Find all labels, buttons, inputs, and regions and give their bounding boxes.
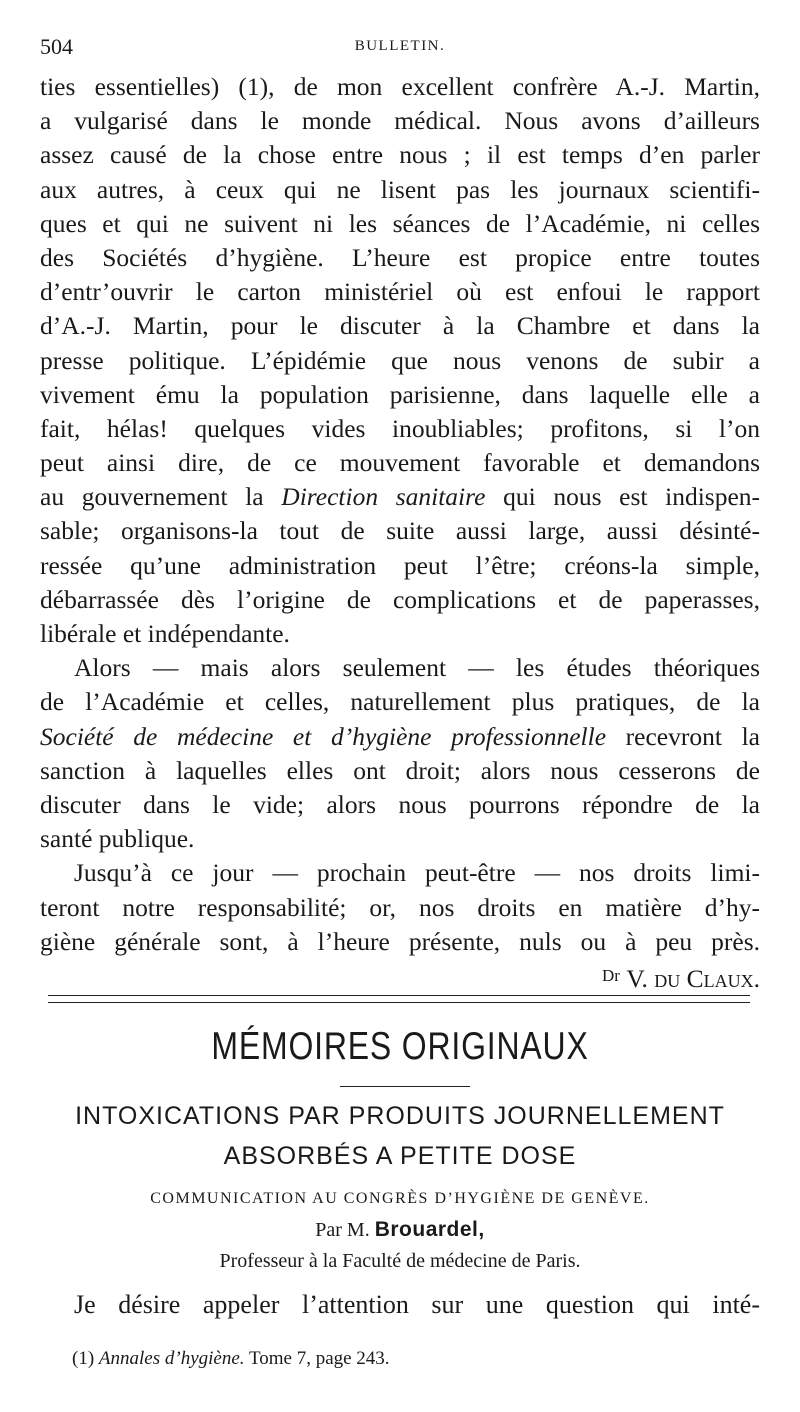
line-end: qui nous est indispen-: [503, 482, 760, 512]
footnote-source: Annales d’hygiène.: [98, 1348, 245, 1369]
line-start: au gouvernement la: [40, 482, 264, 512]
signature: [40, 959, 760, 993]
text-line: santé publique.: [40, 824, 195, 854]
footnote: [72, 1348, 390, 1370]
text-line: libérale et indépendante.: [40, 619, 290, 648]
signature-prefix: Dr: [602, 965, 620, 985]
footnote-detail: Tome 7, page 243.: [248, 1348, 390, 1369]
body-text: [40, 70, 760, 993]
page-header: [40, 34, 760, 58]
text-line: discuter dans le vide; alors nous pourrons répondre de la: [40, 789, 760, 819]
text-line: sanction à laquelles elles ont droit; alors nous cesserons de: [40, 755, 760, 785]
page-number: 504: [40, 34, 73, 59]
text-line: aux autres, à ceux qui ne lisent pas les journaux scientifi-: [40, 174, 760, 204]
text-line: sable; organisons-la tout de suite aussi large, aussi désinté-: [40, 516, 760, 546]
text-line: de l’Académie et celles, naturellement plus pratiques, de la: [40, 687, 760, 717]
text-line: Je désire appeler l’attention sur une question qui inté-: [74, 1290, 760, 1319]
text-line: débarrassée dès l’origine de complications et de paperasses,: [40, 584, 760, 614]
author-affiliation: Professeur à la Faculté de médecine de Paris.: [219, 1250, 581, 1272]
text-line: a vulgarisé dans le monde médical. Nous avons d’ailleurs: [40, 106, 760, 136]
italic-societe: Société de médecine et d’hygiène professionnelle: [40, 721, 607, 751]
section-title: MÉMOIRES ORIGINAUX: [211, 1025, 589, 1068]
text-line: Jusqu’à ce jour — prochain peut-être — nos droits limi-: [74, 858, 760, 888]
text-line: ressée qu’une administration peut l’être; créons-la simple,: [40, 550, 760, 580]
text-line: assez causé de la chose entre nous ; il est temps d’en parler: [40, 140, 760, 170]
text-line: vivement ému la population parisienne, dans laquelle elle a: [40, 379, 760, 409]
line-end: recevront la: [625, 721, 760, 751]
text-line: presse politique. L’épidémie que nous venons de subir a: [40, 345, 760, 375]
communication-note: COMMUNICATION AU CONGRÈS D’HYGIÈNE DE GENÈVE.: [150, 1190, 650, 1207]
text-line: peut ainsi dire, de ce mouvement favorable et demandons: [40, 448, 760, 478]
text-line: fait, hélas! quelques vides inoubliables; profitons, si l’on: [40, 413, 760, 443]
running-head: BULLETIN.: [354, 38, 446, 54]
section-divider: [48, 995, 750, 1003]
text-line: giène générale sont, à l’heure présente, nuls ou à peu près.: [40, 926, 760, 956]
footnote-marker: (1): [72, 1348, 95, 1369]
text-line: d’entr’ouvrir le carton ministériel où est enfoui le rapport: [40, 277, 760, 307]
italic-direction-sanitaire: Direction sanitaire: [281, 482, 486, 512]
title-rule: [340, 1086, 470, 1087]
text-line: d’A.-J. Martin, pour le discuter à la Chambre et dans la: [40, 311, 760, 341]
article-title-line-2: ABSORBÉS A PETITE DOSE: [223, 1142, 577, 1170]
text-line-societe: [40, 720, 760, 754]
author-prefix: Par M.: [315, 1219, 370, 1241]
text-line: ques et qui ne suivent ni les séances de l’Académie, ni celles: [40, 208, 760, 238]
text-line-direction: [40, 480, 760, 514]
signature-name: V. du Claux.: [626, 963, 760, 993]
text-line: Alors — mais alors seulement — les études théoriques: [74, 653, 760, 683]
text-line: des Sociétés d’hygiène. L’heure est propice entre toutes: [40, 242, 760, 272]
article-opening: [40, 1290, 760, 1324]
author-name: Brouardel,: [374, 1218, 485, 1241]
article-title-line-1: INTOXICATIONS PAR PRODUITS JOURNELLEMENT: [75, 1102, 725, 1130]
text-line: ties essentielles) (1), de mon excellent confrère A.-J. Martin,: [40, 72, 760, 101]
author-line: [40, 1218, 760, 1242]
text-line: teront notre responsabilité; or, nos droits en matière d’hy-: [40, 892, 760, 922]
